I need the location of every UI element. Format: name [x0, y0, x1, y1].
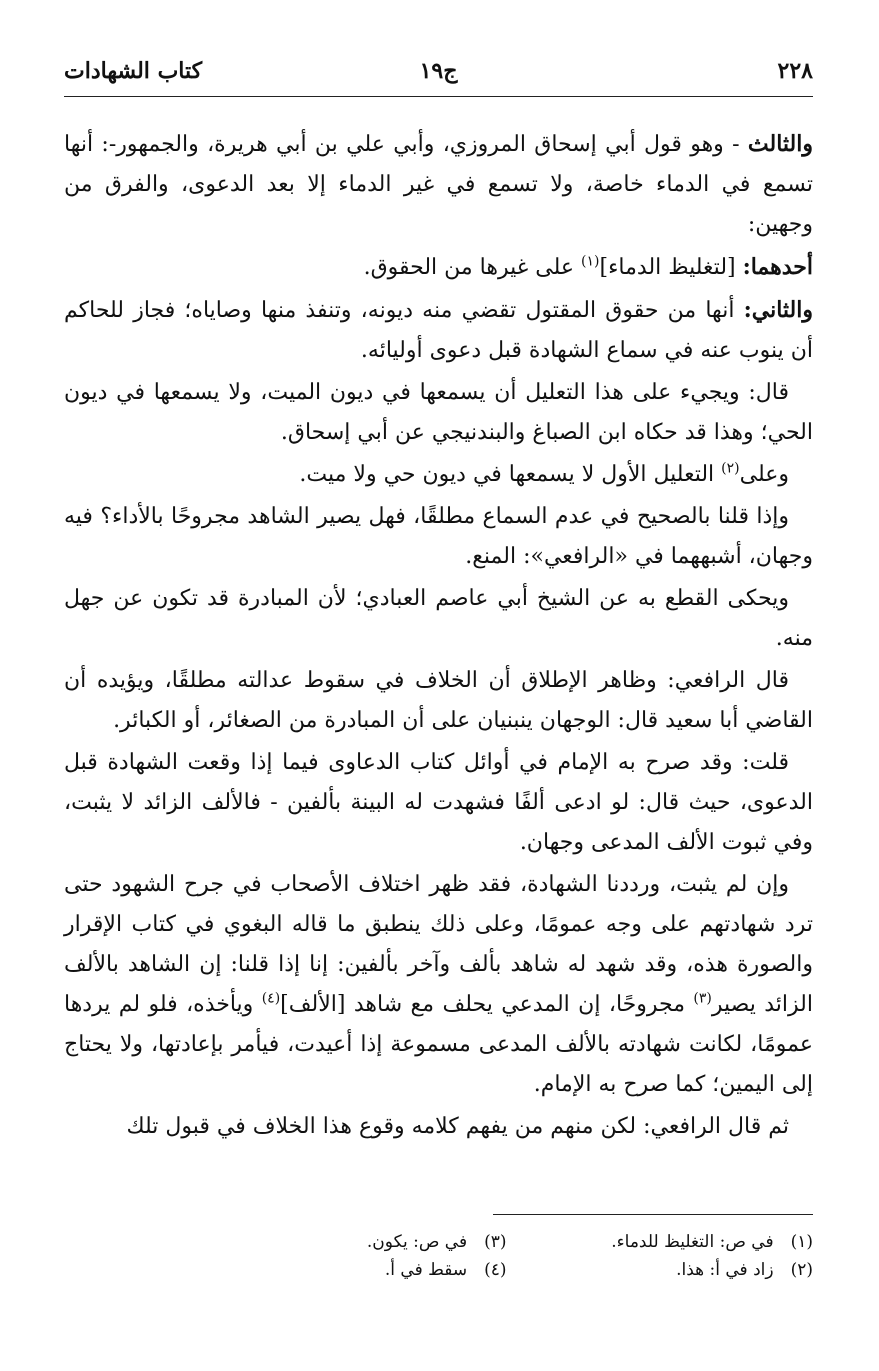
paragraph-text: [لتغليظ الدماء]: [599, 255, 743, 280]
paragraph: [64, 247, 813, 288]
paragraph-text: ويأخذه، فلو لم يردها عمومًا، لكانت شهادته بالألف المدعى مسموعة إذا أعيدت، فيأمر بإعادتها، ولا يحتاج إلى اليمين؛ كما صرح به الإمام.: [64, 992, 813, 1097]
header-divider: [64, 96, 813, 97]
paragraph-text: - وهو قول أبي إسحاق المروزي، وأبي علي بن أبي هريرة، والجمهور-: أنها تسمع في الدماء خاصة، ولا تسمع في غير الدماء إلا بعد الدعوى، والفرق من وجهين:: [64, 132, 813, 237]
paragraph: [64, 497, 813, 577]
paragraph: [64, 455, 813, 495]
running-header: [64, 58, 813, 94]
footnote-text: سقط في أ.: [384, 1260, 468, 1280]
paragraph-text: وإن لم يثبت، ورددنا الشهادة، فقد ظهر اختلاف الأصحاب في جرح الشهود حتى ترد شهادتهم على وجه عمومًا، وعلى ذلك ينطبق ما قاله البغوي في كتاب الإقرار والصورة هذه، وقد شهد له شاهد بألف وآخر بألفين: إنا إذا قلنا: إن الشاهد بالألف الزائد يصير: [64, 872, 813, 1017]
paragraph-text: وعلى: [739, 462, 789, 487]
footnote-marker: (١): [581, 253, 600, 270]
paragraph-text: التعليل الأول لا يسمعها في ديون حي ولا ميت.: [299, 462, 722, 487]
paragraph-text: قال: ويجيء على هذا التعليل أن يسمعها في ديون الميت، ولا يسمعها في ديون الحي؛ وهذا قد حكاه ابن الصباغ والبندنيجي عن أبي إسحاق.: [64, 380, 813, 445]
footnote-marker: (٢): [721, 460, 740, 477]
footnote: [547, 1228, 814, 1256]
paragraph: [64, 743, 813, 863]
paragraph: [64, 661, 813, 741]
footnotes: [240, 1228, 813, 1284]
paragraph-text: قلت: وقد صرح به الإمام في أوائل كتاب الدعاوى فيما إذا وقعت الشهادة قبل الدعوى، حيث قال: لو ادعى ألفًا فشهدت له البينة بألفين - فالألف الزائد لا يثبت، وفي ثبوت الألف المدعى وجهان.: [64, 750, 813, 855]
paragraph: [64, 865, 813, 1105]
footnote-marker: (٤): [261, 990, 281, 1007]
footnote-text: في ص: التغليظ للدماء.: [611, 1232, 774, 1252]
paragraph-text: أنها من حقوق المقتول تقضي منه ديونه، وتنفذ منها وصاياه؛ فجاز للحاكم أن ينوب عنه في سماع الشهادة قبل دعوى أوليائه.: [64, 298, 813, 363]
footnote-divider: [493, 1214, 813, 1215]
paragraph-text: ثم قال الرافعي: لكن منهم من يفهم كلامه وقوع هذا الخلاف في قبول تلك: [126, 1114, 789, 1139]
footnote-number: (٣): [484, 1232, 507, 1252]
footnote: [547, 1256, 814, 1284]
paragraph-text: على غيرها من الحقوق.: [363, 255, 582, 280]
paragraph: [64, 579, 813, 659]
footnote-number: (٢): [790, 1260, 813, 1280]
paragraph-text: ويحكى القطع به عن الشيخ أبي عاصم العبادي؛ لأن المبادرة قد تكون عن جهل منه.: [64, 586, 813, 651]
paragraph-text: مجروحًا، إن المدعي يحلف مع شاهد [الألف]: [280, 992, 694, 1017]
paragraph-text: قال الرافعي: وظاهر الإطلاق أن الخلاف في سقوط عدالته مطلقًا، ويؤيده أن القاضي أبا سعيد قال: الوجهان ينبنيان على أن المبادرة من الصغائر، أو الكبائر.: [64, 668, 813, 733]
footnote: [240, 1228, 507, 1256]
paragraph: [64, 290, 813, 371]
paragraph-lead: والثاني:: [743, 297, 813, 323]
paragraph: [64, 1107, 813, 1147]
paragraph: [64, 124, 813, 245]
main-text: [64, 124, 813, 1149]
footnote-number: (٤): [484, 1260, 507, 1280]
footnote-number: (١): [790, 1232, 813, 1252]
page-number: ٢٢٨: [777, 58, 813, 84]
paragraph-lead: أحدهما:: [742, 254, 813, 280]
footnote-text: في ص: يكون.: [366, 1232, 468, 1252]
footnote-text: زاد في أ: هذا.: [676, 1260, 774, 1280]
paragraph: [64, 373, 813, 453]
paragraph-text: وإذا قلنا بالصحيح في عدم السماع مطلقًا، فهل يصير الشاهد مجروحًا بالأداء؟ فيه وجهان، أشبههما في «الرافعي»: المنع.: [64, 504, 813, 569]
footnote: [240, 1256, 507, 1284]
paragraph-lead: والثالث: [747, 131, 813, 157]
footnote-marker: (٣): [693, 990, 712, 1007]
volume-number: ج١٩: [419, 58, 458, 84]
book-title: كتاب الشهادات: [64, 58, 203, 84]
